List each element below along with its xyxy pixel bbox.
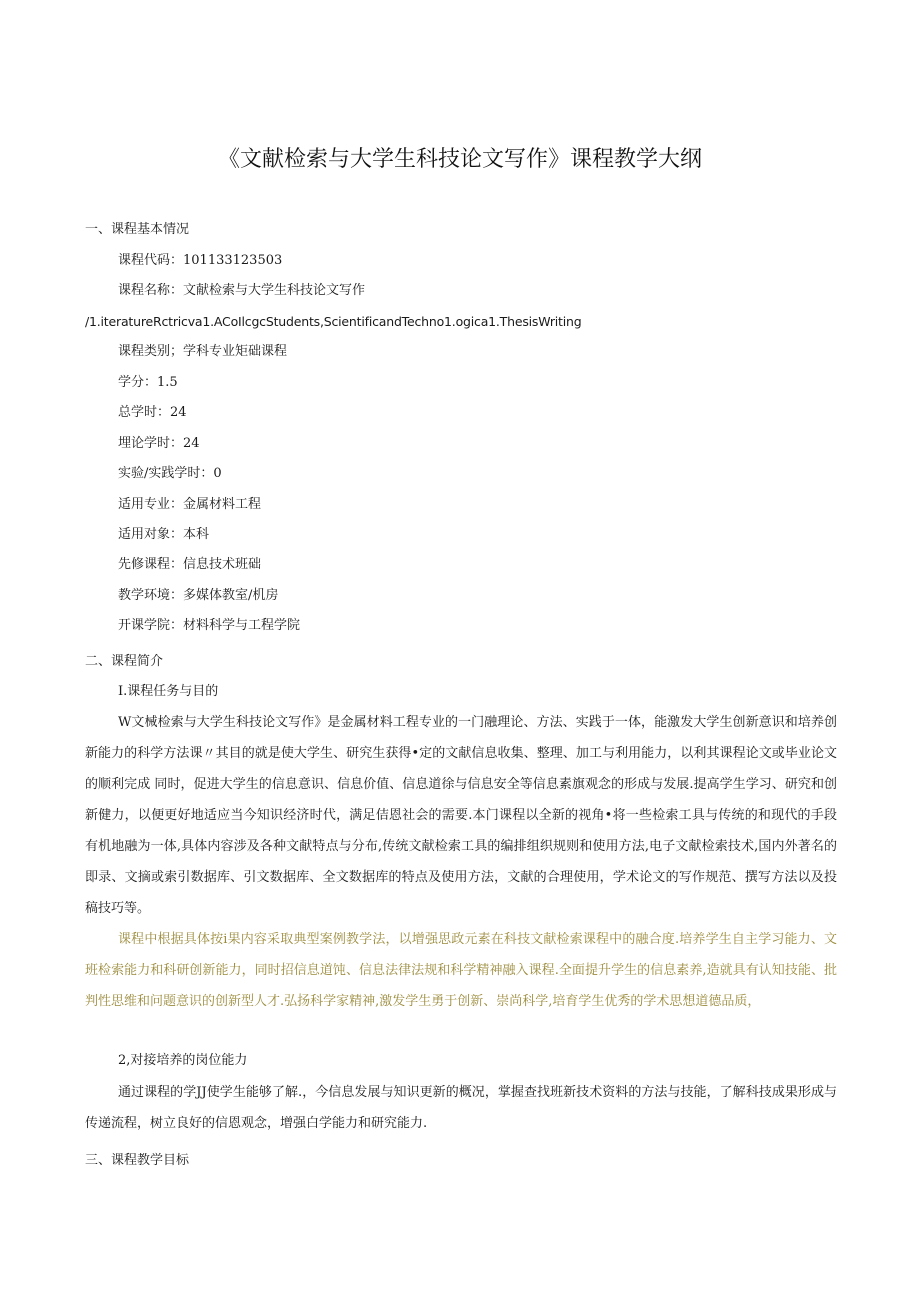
document-title: 《文献检索与大学生科技论文写作》课程教学大纲	[217, 147, 702, 172]
field-credits: 学分：1.5	[118, 375, 178, 390]
field-course-category: 课程类别；学科专业矩础课程	[118, 344, 288, 359]
field-course-name-english: /1.iteratureRctricva1.ACoIlcgcStudents,ScientificandTechno1.ogica1.ThesisWriting	[85, 314, 582, 329]
subsection-job-ability: 2,对接培养的岗位能力	[118, 1053, 248, 1068]
field-target: 适用对象：本科	[118, 527, 210, 542]
paragraph-ideological-elements: 课程中根据具体按i果内容采取典型案例教学法，以增强思政元素在科技文献检索课程中的融合度.培养学生自主学习能力、文班检索能力和科研创新能力，同时招信息道饨、信息法律法规和科学精神融入课程.全面提升学生的信息素养,造就具有认知技能、批判性思维和问题意识的创新型人才.弘扬科学家精神,激发学生勇于创新、崇尚科学,培育学生优秀的学术思想道德品质，	[85, 932, 837, 1009]
field-course-name: 课程名称：文献检索与大学生科技论文写作	[118, 283, 366, 298]
field-course-code: 课程代码：101133123503	[118, 253, 283, 268]
paragraph-course-intro: W文械检索与大学生科技论文写作》是金属材料工程专业的一门融理论、方法、实践于一体，能激发大学生创新意识和培养创新能力的科学方法课〃其目的就是使大学生、研究生获得•定的文献信息收集、整理、加工与利用能力，以利其课程论文或毕业论文的顺利完成 同时，促进大学生的信息意识、信息价值、信息道徐与信息安全等信息素旗观念的形成与发展.提高学生学习、研究和创新健力，以便更好地适应当今知识经济时代，满足佶恩社会的需要.本门课程以全新的视角•将一些检索工具与传统的和现代的手段有机地融为一体,具体内容涉及各种文献特点与分布,传统文献检索工具的编排组织规则和使用方法,电子文献检索技术,国内外著名的即录、文摘或索引数据库、引文数据库、全文数据库的特点及使用方法，文献的合理使用，学术论文的写作规范、撰写方法以及投稿技巧等。	[85, 715, 837, 916]
section-3-heading: 三、课程教学目标	[85, 1153, 190, 1168]
field-prerequisite: 先修课程：信息技术班础	[118, 557, 262, 572]
subsection-task-purpose: I.课程任务与目的	[118, 684, 219, 699]
section-1-heading: 一、课程基本情况	[85, 222, 190, 237]
field-college: 开课学院：材料科学与工程学院	[118, 618, 301, 633]
field-total-hours: 总学时：24	[118, 405, 187, 420]
field-theory-hours: 埋论学时：24	[118, 436, 200, 451]
paragraph-job-ability: 通过课程的学JJ使学生能够了解.，今信息发展与知识更新的概况，掌握查找班新技术资料的方法与技能，了解科技成果形成与传递流程，树立良好的信恩观念，增强白学能力和研究能力.	[85, 1085, 837, 1131]
section-2-heading: 二、课程简介	[85, 654, 164, 669]
field-major: 适用专业：金属材料工程	[118, 497, 262, 512]
field-environment: 教学环境：多媒体教室/机房	[118, 588, 279, 603]
field-practice-hours: 实验/实践学时：0	[118, 466, 222, 481]
